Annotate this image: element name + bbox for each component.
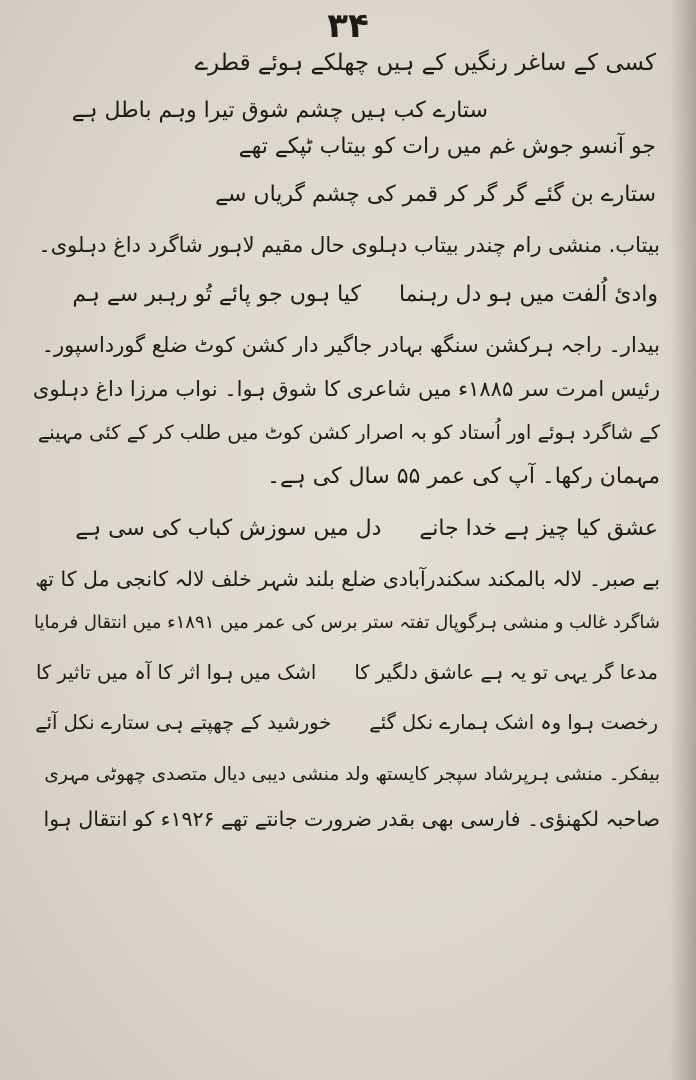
verse-line-2: ستارے کب ہیں چشم شوق تیرا وہم باطل ہے (71, 98, 488, 123)
verse-line-3: جو آنسو جوش غم میں رات کو بیتاب ٹپکے تھے (238, 134, 656, 159)
entry-bedar: بیدار۔ راجہ ہرکشن سنگھ بہادر جاگیر دار کشن کوٹ ضلع گورداسپور۔ (41, 333, 660, 357)
entry-befikr: بیفکر۔ منشی ہرپرشاد سپجر کایستھ ولد منشی دیبی دیال متصدی چھوٹی مہری (44, 764, 660, 785)
couplet-3-second: اشک میں ہوا اثر کا آہ میں تاثیر کا (35, 661, 317, 684)
couplet-2-first: عشق کیا چیز ہے خدا جانے (419, 516, 658, 541)
entry-besabr: بے صبر۔ لالہ بالمکند سکندرآبادی ضلع بلند شہر خلف لالہ کانجی مل کا تھ (35, 567, 660, 591)
couplet-3 (36, 656, 658, 690)
couplet-4-first: رخصت ہوا وہ اشک ہمارے نکل گئے (369, 711, 658, 734)
verse-line-1: کسی کے ساغر رنگیں کے ہیں چھلکے ہوئے قطرے (194, 50, 656, 76)
couplet-3-first: مدعا گر یہی تو یہ ہے عاشق دلگیر کا (354, 661, 658, 684)
entry-bedar-line-3: کے شاگرد ہوئے اور اُستاد کو بہ اصرار کشن کوٹ میں طلب کر کے کئی مہینے (37, 421, 660, 444)
entry-besabr-line-2: شاگرد غالب و منشی ہرگوپال تفتہ ستر برس کی عمر میں ۱۸۹۱ء میں انتقال فرمایا (33, 612, 660, 633)
entry-befikr-line-2: صاحبہ لکھنؤی۔ فارسی بھی بقدر ضرورت جانتے تھے ۱۹۲۶ء کو انتقال ہوا (43, 807, 660, 831)
entry-bedar-line-2: رئیس امرت سر ۱۸۸۵ء میں شاعری کا شوق ہوا۔ نواب مرزا داغ دہلوی (32, 377, 660, 401)
couplet-2-second: دل میں سوزش کباب کی سی ہے (75, 516, 382, 541)
page-number: ۳۴ (327, 6, 369, 46)
entry-betab: بیتاب. منشی رام چندر بیتاب دہلوی حال مقیم لاہور شاگرد داغ دہلوی۔ (38, 233, 660, 257)
couplet-1-second: کیا ہوں جو پائے تُو رہبر سے ہم (72, 282, 361, 307)
couplet-4-second: خورشید کے چھپتے ہی ستارے نکل آئے (35, 711, 332, 734)
verse-line-4: ستارے بن گئے گر گر کر قمر کی چشم گریاں سے (215, 182, 656, 207)
couplet-1 (72, 278, 658, 312)
entry-bedar-line-4: مہمان رکھا۔ آپ کی عمر ۵۵ سال کی ہے۔ (267, 464, 660, 489)
couplet-2 (75, 512, 658, 546)
couplet-4 (35, 706, 658, 740)
couplet-1-first: وادیٔ اُلفت میں ہو دل رہنما (398, 282, 658, 307)
page-edge-shadow (670, 0, 696, 1080)
